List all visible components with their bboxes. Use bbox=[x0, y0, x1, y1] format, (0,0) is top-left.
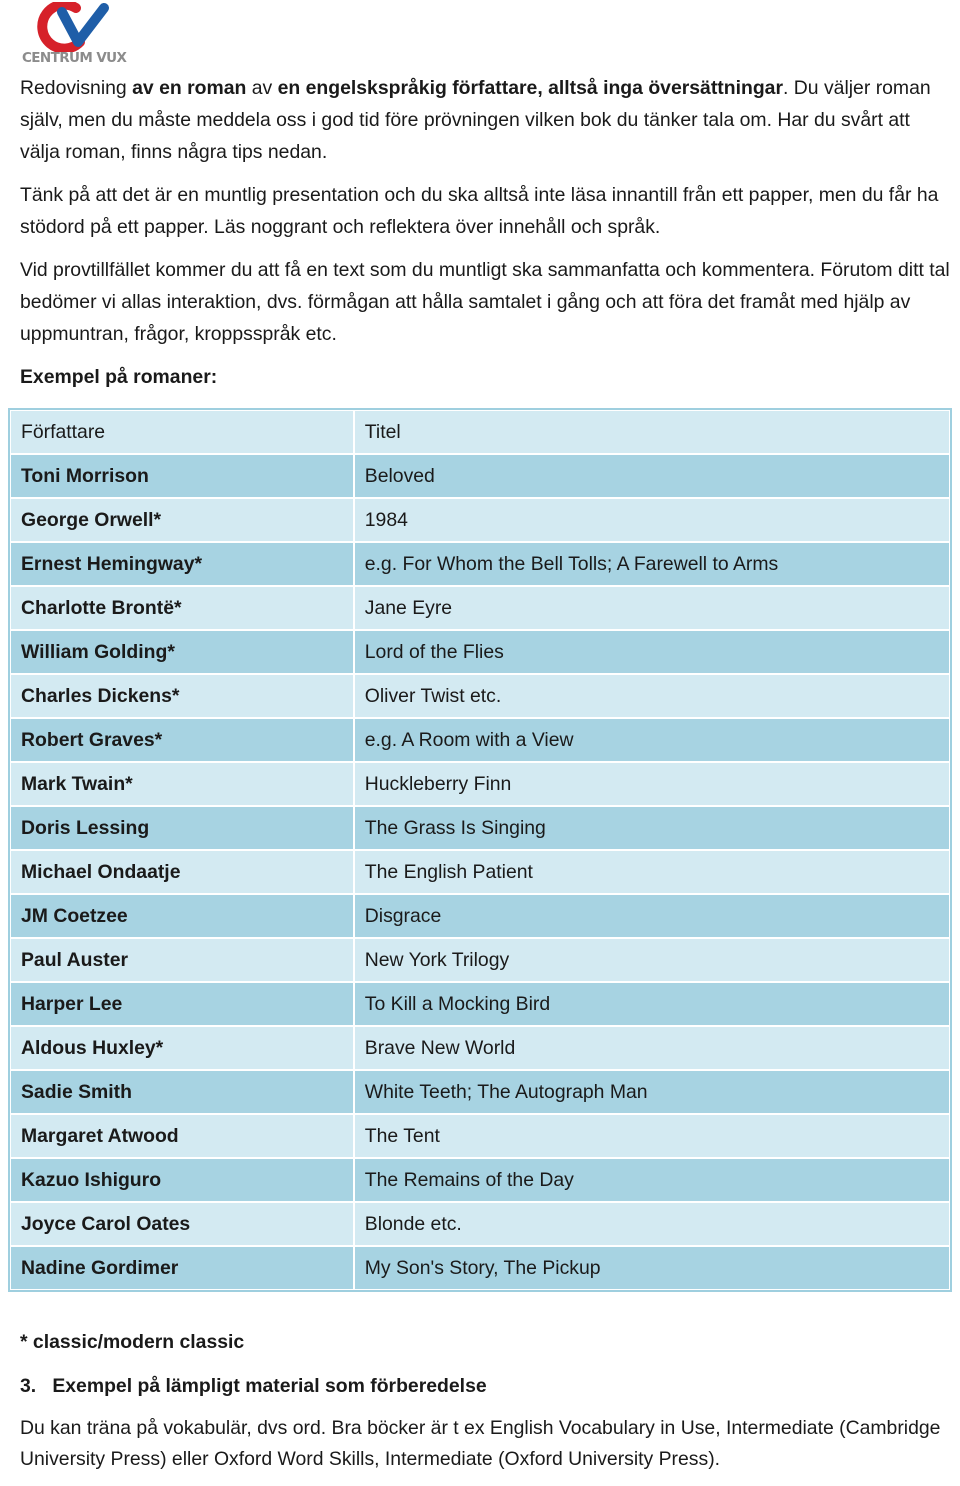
table-row bbox=[10, 1246, 950, 1290]
bold-text: en engelskspråkig författare, alltså inga översättningar bbox=[277, 77, 784, 99]
author-cell: Doris Lessing bbox=[10, 806, 354, 850]
title-cell: Blonde etc. bbox=[354, 1202, 950, 1246]
author-cell: Toni Morrison bbox=[10, 454, 354, 498]
table-row bbox=[10, 542, 950, 586]
author-cell: William Golding* bbox=[10, 630, 354, 674]
logo-wordmark: CENTRUM VUX bbox=[22, 50, 127, 66]
title-cell: The English Patient bbox=[354, 850, 950, 894]
intro-paragraph-1 bbox=[20, 72, 950, 168]
text: Redovisning bbox=[20, 77, 133, 99]
author-cell: Författare bbox=[10, 410, 354, 454]
table-row bbox=[10, 586, 950, 630]
table-row bbox=[10, 894, 950, 938]
table-row bbox=[10, 498, 950, 542]
title-cell: The Tent bbox=[354, 1114, 950, 1158]
author-cell: Nadine Gordimer bbox=[10, 1246, 354, 1290]
author-cell: Charlotte Brontë* bbox=[10, 586, 354, 630]
after-table-section bbox=[20, 1326, 950, 1486]
table-row bbox=[10, 982, 950, 1026]
table-row bbox=[10, 1158, 950, 1202]
intro-section bbox=[20, 72, 950, 393]
intro-paragraph-3: Vid provtillfället kommer du att få en text som du muntligt ska sammanfatta och kommentera. Förutom ditt tal bedömer vi allas interaktion, dvs. förmågan att hålla samtalet i gång och att föra det framåt med hjälp av uppmuntran, frågor, kroppsspråk etc. bbox=[20, 259, 950, 345]
table-row bbox=[10, 454, 950, 498]
author-cell: Charles Dickens* bbox=[10, 674, 354, 718]
author-cell: Sadie Smith bbox=[10, 1070, 354, 1114]
title-cell: e.g. A Room with a View bbox=[354, 718, 950, 762]
table-row bbox=[10, 674, 950, 718]
title-cell: To Kill a Mocking Bird bbox=[354, 982, 950, 1026]
title-cell: e.g. For Whom the Bell Tolls; A Farewell to Arms bbox=[354, 542, 950, 586]
section-3-number: 3. bbox=[20, 1375, 37, 1397]
title-cell: The Grass Is Singing bbox=[354, 806, 950, 850]
author-cell: Robert Graves* bbox=[10, 718, 354, 762]
examples-heading: Exempel på romaner: bbox=[20, 366, 218, 388]
author-cell: Michael Ondaatje bbox=[10, 850, 354, 894]
table-row bbox=[10, 1070, 950, 1114]
title-cell: My Son's Story, The Pickup bbox=[354, 1246, 950, 1290]
author-cell: Ernest Hemingway* bbox=[10, 542, 354, 586]
table-row bbox=[10, 806, 950, 850]
table-row bbox=[10, 762, 950, 806]
title-cell: Titel bbox=[354, 410, 950, 454]
centrum-vux-logo bbox=[22, 2, 126, 68]
table-row bbox=[10, 1114, 950, 1158]
text: av bbox=[246, 77, 278, 99]
novels-table bbox=[8, 408, 952, 1292]
author-cell: Kazuo Ishiguro bbox=[10, 1158, 354, 1202]
bold-text: av en roman bbox=[132, 77, 247, 99]
title-cell: Oliver Twist etc. bbox=[354, 674, 950, 718]
author-cell: Joyce Carol Oates bbox=[10, 1202, 354, 1246]
title-cell: Lord of the Flies bbox=[354, 630, 950, 674]
logo-mark-icon bbox=[22, 2, 126, 52]
section-3-heading bbox=[20, 1370, 950, 1402]
table-row bbox=[10, 1202, 950, 1246]
footnote: * classic/modern classic bbox=[20, 1331, 245, 1353]
author-cell: Harper Lee bbox=[10, 982, 354, 1026]
table-row bbox=[10, 718, 950, 762]
author-cell: JM Coetzee bbox=[10, 894, 354, 938]
table-row bbox=[10, 938, 950, 982]
table-row bbox=[10, 850, 950, 894]
table-row bbox=[10, 1026, 950, 1070]
title-cell: Disgrace bbox=[354, 894, 950, 938]
table-header-row bbox=[10, 410, 950, 454]
title-cell: Brave New World bbox=[354, 1026, 950, 1070]
title-cell: White Teeth; The Autograph Man bbox=[354, 1070, 950, 1114]
author-cell: Paul Auster bbox=[10, 938, 354, 982]
title-cell: 1984 bbox=[354, 498, 950, 542]
author-cell: George Orwell* bbox=[10, 498, 354, 542]
title-cell: Beloved bbox=[354, 454, 950, 498]
section-3-text: Du kan träna på vokabulär, dvs ord. Bra böcker är t ex English Vocabulary in Use, Intermediate (Cambridge University Press) eller Oxford Word Skills, Intermediate (Oxford University Press). bbox=[20, 1417, 941, 1470]
author-cell: Mark Twain* bbox=[10, 762, 354, 806]
title-cell: Huckleberry Finn bbox=[354, 762, 950, 806]
intro-paragraph-2: Tänk på att det är en muntlig presentation och du ska alltså inte läsa innantill från ett papper, men du får ha stödord på ett papper. Läs noggrant och reflektera över innehåll och språk. bbox=[20, 184, 939, 238]
author-cell: Margaret Atwood bbox=[10, 1114, 354, 1158]
table-row bbox=[10, 630, 950, 674]
author-cell: Aldous Huxley* bbox=[10, 1026, 354, 1070]
text: . Du väljer roman själv, men du måste meddela oss i god tid före prövningen vilken bok du tänker tala om. Har du svårt att välja roman, finns några tips nedan. bbox=[20, 77, 931, 163]
title-cell: New York Trilogy bbox=[354, 938, 950, 982]
title-cell: Jane Eyre bbox=[354, 586, 950, 630]
section-3-title: Exempel på lämpligt material som förberedelse bbox=[52, 1375, 487, 1397]
title-cell: The Remains of the Day bbox=[354, 1158, 950, 1202]
